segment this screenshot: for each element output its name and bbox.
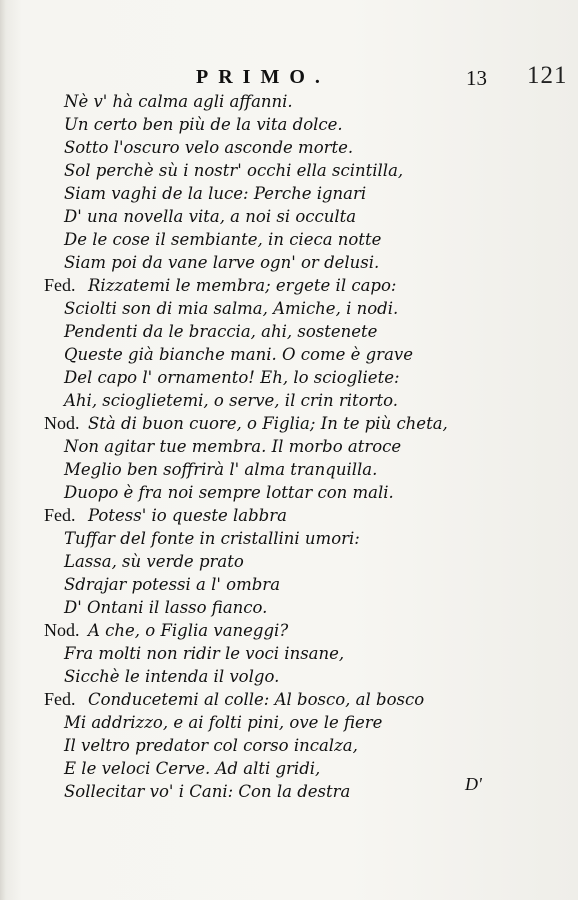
verse-line: [44, 205, 474, 228]
verse-line: [44, 619, 474, 642]
verse-text-line: Meglio ben soffrirà l' alma tranquilla.: [64, 460, 378, 479]
verse-line: [44, 389, 474, 412]
verse-text-line: Duopo è fra noi sempre lottar con mali.: [64, 483, 394, 502]
verse-line: [44, 573, 474, 596]
verse-line: [44, 734, 474, 757]
verse-line: [44, 527, 474, 550]
verse-text-line: Siam vaghi de la luce: Perche ignari: [64, 184, 367, 203]
verse-line: [44, 113, 474, 136]
verse-text-line: Sotto l'oscuro velo asconde morte.: [64, 138, 354, 157]
verse-line: [44, 228, 474, 251]
speaker-label: Fed.: [44, 505, 76, 525]
verse-line: [44, 412, 474, 435]
catchword: D': [465, 774, 482, 794]
speaker-label: Fed.: [44, 275, 76, 295]
verse-text-line: Sol perchè sù i nostr' occhi ella scintilla,: [64, 161, 404, 180]
verse-text-line: Queste già bianche mani. O come è grave: [64, 345, 413, 364]
verse-text-line: Sollecitar vo' i Cani: Con la destra: [64, 782, 351, 801]
verse-line: [44, 596, 474, 619]
speaker-label: Fed.: [44, 689, 76, 709]
verse-text-line: Il veltro predator col corso incalza,: [64, 736, 358, 755]
verse-text-line: Del capo l' ornamento! Eh, lo sciogliete:: [64, 368, 400, 387]
verse-text-line: D' una novella vita, a noi si occulta: [64, 207, 357, 226]
verse-line: [44, 550, 474, 573]
verse-line: [44, 435, 474, 458]
verse-text-line: Ahi, scioglietemi, o serve, il crin ritorto.: [64, 391, 399, 410]
verse-text-line: Tuffar del fonte in cristallini umori:: [64, 529, 360, 548]
verse-text-line: Nè v' hà calma agli affanni.: [64, 92, 293, 111]
verse-text-line: Fra molti non ridir le voci insane,: [64, 644, 345, 663]
verse-text-line: Pendenti da le braccia, ahi, sostenete: [64, 322, 378, 341]
running-title: PRIMO.: [196, 66, 330, 88]
verse-line: [44, 343, 474, 366]
verse-line: [44, 665, 474, 688]
verse-text: [44, 90, 474, 803]
verse-line: [44, 297, 474, 320]
verse-line: [44, 711, 474, 734]
verse-text-line: Sicchè le intenda il volgo.: [64, 667, 280, 686]
handwritten-note: 121: [527, 62, 568, 89]
verse-text-line: Sciolti son di mia salma, Amiche, i nodi.: [64, 299, 399, 318]
verse-text-line: Sdrajar potessi a l' ombra: [64, 575, 281, 594]
verse-text-line: E le veloci Cerve. Ad alti gridi,: [64, 759, 321, 778]
verse-line: [44, 642, 474, 665]
verse-text-line: Lassa, sù verde prato: [64, 552, 244, 571]
verse-text-line: De le cose il sembiante, in cieca notte: [64, 230, 382, 249]
verse-text-line: Rizzatemi le membra; ergete il capo:: [88, 276, 397, 295]
verse-line: [44, 320, 474, 343]
verse-line: [44, 159, 474, 182]
verse-line: [44, 182, 474, 205]
verse-line: [44, 481, 474, 504]
verse-text-line: Siam poi da vane larve ogn' or delusi.: [64, 253, 380, 272]
verse-line: [44, 780, 474, 803]
page-number: 13: [466, 66, 487, 90]
verse-text-line: Stà di buon cuore, o Figlia; In te più cheta,: [88, 414, 448, 433]
speaker-label: Nod.: [44, 620, 80, 640]
verse-line: [44, 458, 474, 481]
verse-text-line: Conducetemi al colle: Al bosco, al bosco: [88, 690, 425, 709]
verse-text-line: Un certo ben più de la vita dolce.: [64, 115, 343, 134]
verse-line: [44, 757, 474, 780]
verse-line: [44, 90, 474, 113]
verse-line: [44, 504, 474, 527]
verse-line: [44, 136, 474, 159]
verse-text-line: Potess' io queste labbra: [88, 506, 287, 525]
verse-line: [44, 251, 474, 274]
bleed-through-texture: [504, 92, 574, 572]
verse-text-line: Non agitar tue membra. Il morbo atroce: [64, 437, 402, 456]
verse-line: [44, 688, 474, 711]
verse-line: [44, 274, 474, 297]
verse-text-line: Mi addrizzo, e ai folti pini, ove le fiere: [64, 713, 383, 732]
page-header: [0, 66, 578, 90]
verse-text-line: D' Ontani il lasso fianco.: [64, 598, 268, 617]
verse-text-line: A che, o Figlia vaneggi?: [88, 621, 289, 640]
speaker-label: Nod.: [44, 413, 80, 433]
verse-line: [44, 366, 474, 389]
